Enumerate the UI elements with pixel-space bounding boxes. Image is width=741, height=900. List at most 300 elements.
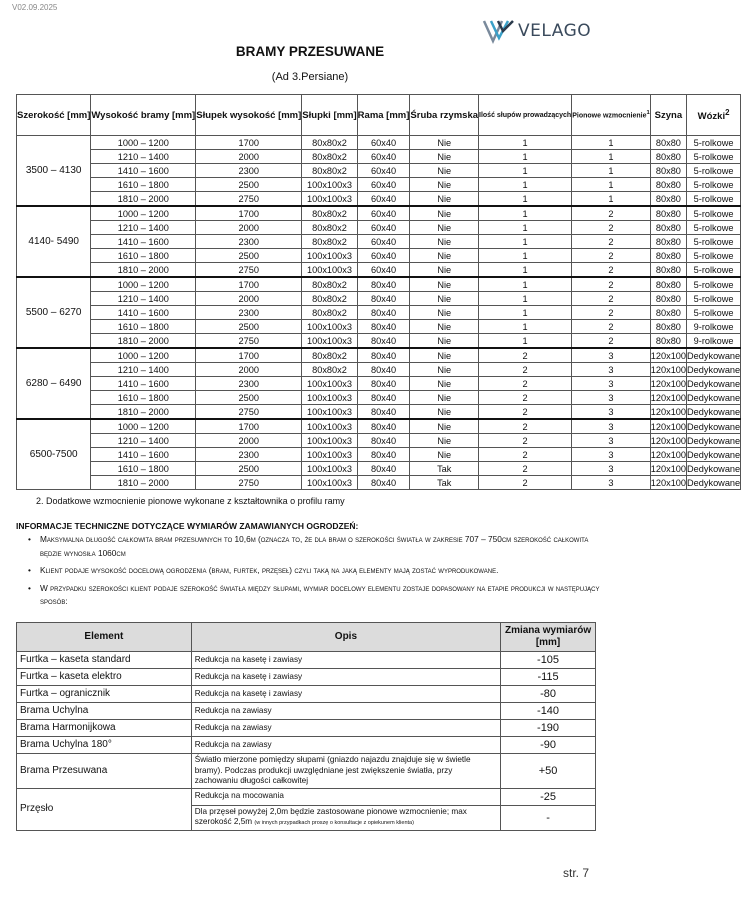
opis-cell: Redukcja na kasetę i zawiasy bbox=[191, 669, 500, 686]
table-cell: 1 bbox=[479, 292, 572, 306]
table-cell: Nie bbox=[410, 405, 479, 420]
table-cell: 1610 – 1800 bbox=[91, 249, 196, 263]
table-cell: 1700 bbox=[196, 206, 302, 221]
table-cell: 2000 bbox=[196, 150, 302, 164]
header-cell: Ilość słupów prowadzących bbox=[479, 95, 572, 136]
table-cell: Dedykowane bbox=[687, 348, 741, 363]
table-cell: 1000 – 1200 bbox=[91, 136, 196, 150]
table-cell: 2750 bbox=[196, 334, 302, 349]
spec-table-header bbox=[17, 95, 741, 136]
table-row bbox=[17, 277, 741, 292]
table-row bbox=[17, 249, 741, 263]
table-cell: 2750 bbox=[196, 192, 302, 207]
table-cell: 100x100x3 bbox=[302, 320, 357, 334]
table-cell: Dedykowane bbox=[687, 435, 741, 446]
zmiana-cell: -105 bbox=[501, 652, 596, 669]
table-cell: 1210 – 1400 bbox=[91, 150, 196, 164]
bullet-item: • W przypadku szerokości klient podaje szerokość światła między słupami, wymiar docelowy elementu zostaje dopasowany na etapie produkcji w następujący sposób: bbox=[28, 582, 600, 606]
table-cell: 2 bbox=[479, 377, 572, 391]
table-cell: 60x40 bbox=[357, 221, 410, 235]
table-cell: 1210 – 1400 bbox=[91, 221, 196, 235]
opis-cell: Redukcja na kasetę i zawiasy bbox=[191, 686, 500, 703]
table-cell: 80x40 bbox=[357, 462, 410, 476]
table-cell: 2 bbox=[572, 277, 651, 292]
table-cell: 120x100 bbox=[650, 435, 687, 446]
brand-name: VELAGO bbox=[518, 21, 592, 41]
table-row bbox=[17, 136, 741, 150]
table-cell: Dedykowane bbox=[687, 419, 741, 434]
table-cell: 1 bbox=[572, 150, 651, 164]
table-cell: Nie bbox=[410, 306, 479, 320]
table-cell: 3 bbox=[572, 419, 651, 434]
table-cell: 2500 bbox=[196, 178, 302, 192]
width-range-cell: 4140- 5490 bbox=[17, 206, 91, 277]
table-cell: 80x80 bbox=[650, 192, 686, 207]
table-cell: Nie bbox=[410, 150, 479, 164]
table-cell: 120x100 bbox=[650, 392, 687, 403]
table-cell: 60x40 bbox=[357, 249, 410, 263]
table-cell: 80x80x2 bbox=[302, 348, 357, 363]
table-cell: 60x40 bbox=[357, 150, 410, 164]
table-cell: 80x40 bbox=[357, 377, 410, 391]
table-cell: 9-rolkowe bbox=[687, 320, 741, 334]
table-cell: 120x100 bbox=[650, 405, 686, 420]
table-cell: 3 bbox=[572, 405, 651, 420]
table-cell: 1410 – 1600 bbox=[91, 448, 196, 462]
page-number: str. 7 bbox=[563, 866, 590, 880]
table-cell: 100x100x3 bbox=[302, 476, 357, 490]
table-row bbox=[17, 164, 741, 178]
table-row bbox=[17, 334, 741, 349]
header-cell: Element bbox=[17, 623, 192, 652]
table-cell: 100x100x3 bbox=[302, 334, 357, 349]
table-row bbox=[17, 306, 741, 320]
table-cell: 80x40 bbox=[357, 419, 410, 434]
table-cell: 100x100x3 bbox=[302, 377, 357, 391]
table-cell: Tak bbox=[410, 476, 479, 490]
table-cell: Nie bbox=[410, 235, 479, 249]
element-cell: Brama Harmonijkowa bbox=[17, 720, 192, 737]
opis-cell: Redukcja na mocowania bbox=[191, 788, 500, 805]
table-cell: 5-rolkowe bbox=[687, 292, 741, 306]
table-cell: 5-rolkowe bbox=[687, 277, 741, 292]
table-cell: 80x40 bbox=[357, 405, 410, 420]
table-cell: 80x80x2 bbox=[302, 136, 357, 150]
table-cell: Nie bbox=[410, 377, 479, 391]
page-title: BRAMY PRZESUWANE bbox=[235, 44, 385, 59]
table-cell: 3 bbox=[572, 448, 651, 462]
table-cell: 80x40 bbox=[357, 448, 410, 462]
zmiana-cell: -115 bbox=[501, 669, 596, 686]
table-cell: 2 bbox=[572, 320, 651, 334]
table-cell: 120x100 bbox=[650, 477, 687, 488]
table-cell: 3 bbox=[572, 434, 651, 448]
velago-logo-icon bbox=[482, 18, 516, 44]
table-cell: 2 bbox=[479, 405, 572, 420]
table-cell: 3 bbox=[572, 348, 651, 363]
table-cell: 80x40 bbox=[357, 434, 410, 448]
table-cell: 80x80 bbox=[650, 206, 686, 221]
header-cell: Śruba rzymska bbox=[410, 95, 479, 136]
table-cell: 5-rolkowe bbox=[687, 221, 741, 235]
table-cell: 2300 bbox=[196, 306, 302, 320]
header-cell: Wysokość bramy [mm] bbox=[91, 95, 196, 136]
table-cell: 80x40 bbox=[357, 334, 410, 349]
table-cell: 100x100x3 bbox=[302, 192, 357, 207]
table-cell: 80x80 bbox=[650, 334, 686, 349]
table-cell: 80x80x2 bbox=[302, 221, 357, 235]
table-cell: 2 bbox=[479, 434, 572, 448]
table-cell: 100x100x3 bbox=[302, 263, 357, 278]
header-cell: Opis bbox=[191, 623, 500, 652]
table-cell: 2 bbox=[572, 249, 651, 263]
element-cell: Furtka – kaseta standard bbox=[17, 652, 192, 669]
table-cell: 80x80 bbox=[650, 221, 686, 235]
table-cell: 2 bbox=[479, 391, 572, 405]
table-cell: 1 bbox=[479, 206, 572, 221]
table-cell: 60x40 bbox=[357, 136, 410, 150]
table-cell: Tak bbox=[410, 462, 479, 476]
bullet-icon: • bbox=[28, 582, 31, 593]
table-cell: 120x100 bbox=[650, 378, 687, 389]
table-row bbox=[17, 206, 741, 221]
table-cell: 2 bbox=[479, 476, 572, 490]
table-cell: 2 bbox=[572, 235, 651, 249]
element-cell: Brama Uchylna 180° bbox=[17, 737, 192, 754]
table-cell: Dedykowane bbox=[687, 463, 741, 474]
table-cell: 80x80x2 bbox=[302, 206, 357, 221]
table-row bbox=[17, 669, 596, 686]
table-row bbox=[17, 703, 596, 720]
table-cell: 80x80x2 bbox=[302, 164, 357, 178]
footnote: 2. Dodatkowe wzmocnienie pionowe wykonane z kształtownika o profilu ramy bbox=[36, 496, 345, 506]
table-cell: Nie bbox=[410, 249, 479, 263]
table-cell: 1 bbox=[572, 192, 651, 207]
table-cell: 1700 bbox=[196, 419, 302, 434]
table-cell: 2750 bbox=[196, 263, 302, 278]
table-cell: 80x80 bbox=[650, 178, 686, 192]
spec-table bbox=[16, 94, 741, 490]
table-cell: 1700 bbox=[196, 277, 302, 292]
table-cell: 2300 bbox=[196, 235, 302, 249]
table-cell: 1 bbox=[479, 235, 572, 249]
header-cell: Szyna bbox=[650, 95, 686, 136]
table-cell: 60x40 bbox=[357, 164, 410, 178]
table-cell: 1 bbox=[572, 164, 651, 178]
zmiana-cell: -190 bbox=[501, 720, 596, 737]
table-cell: 100x100x3 bbox=[302, 462, 357, 476]
table-row bbox=[17, 720, 596, 737]
table-cell: Nie bbox=[410, 434, 479, 448]
table-cell: 2500 bbox=[196, 249, 302, 263]
table-cell: 80x40 bbox=[357, 306, 410, 320]
table-cell: Nie bbox=[410, 136, 479, 150]
table-cell: 1 bbox=[479, 178, 572, 192]
table-cell: 2300 bbox=[196, 164, 302, 178]
table-cell: Nie bbox=[410, 178, 479, 192]
element-cell: Furtka – ogranicznik bbox=[17, 686, 192, 703]
table-row bbox=[17, 476, 741, 490]
table-cell: 3 bbox=[572, 391, 651, 405]
table-cell: 5-rolkowe bbox=[687, 164, 741, 178]
table-cell: 60x40 bbox=[357, 263, 410, 278]
table-row bbox=[17, 320, 741, 334]
element-cell: Przęsło bbox=[17, 788, 192, 830]
table-row bbox=[17, 192, 741, 207]
header-cell: Słupek wysokość [mm] bbox=[196, 95, 302, 136]
bullet-icon: • bbox=[28, 565, 31, 575]
table-cell: 80x80 bbox=[650, 249, 686, 263]
table-cell: 2750 bbox=[196, 405, 302, 420]
table-cell: 1410 – 1600 bbox=[91, 235, 196, 249]
table-cell: 9-rolkowe bbox=[687, 334, 741, 349]
table-cell: 1 bbox=[572, 136, 651, 150]
table-cell: 1810 – 2000 bbox=[91, 263, 196, 278]
table-cell: 2 bbox=[572, 292, 651, 306]
table-row bbox=[17, 652, 596, 669]
table-cell: 80x80x2 bbox=[302, 363, 357, 377]
info-bullets bbox=[16, 533, 601, 613]
table-cell: 80x80 bbox=[650, 150, 686, 164]
table-cell: 2 bbox=[479, 462, 572, 476]
opis-cell: Światło mierzone pomiędzy słupami (gniazdo najazdu znajduje się w świetle bramy). Podczas produkcji uwzględniane jest zwiększenie światła, przy zachowaniu długości całkowitej bbox=[191, 754, 500, 789]
zmiana-cell: -25 bbox=[501, 788, 596, 805]
table-cell: Nie bbox=[410, 419, 479, 434]
table-cell: 1410 – 1600 bbox=[91, 306, 196, 320]
header-cell: Rama [mm] bbox=[357, 95, 410, 136]
table-cell: 80x40 bbox=[357, 363, 410, 377]
table-row bbox=[17, 405, 741, 420]
table-cell: 2500 bbox=[196, 320, 302, 334]
table-cell: Nie bbox=[410, 277, 479, 292]
table-cell: 1210 – 1400 bbox=[91, 292, 196, 306]
adjust-table bbox=[16, 622, 596, 831]
table-cell: 2000 bbox=[196, 292, 302, 306]
table-cell: 2300 bbox=[196, 448, 302, 462]
table-row bbox=[17, 363, 741, 377]
table-cell: 5-rolkowe bbox=[687, 192, 741, 207]
table-cell: 1000 – 1200 bbox=[91, 348, 196, 363]
table-cell: 2 bbox=[479, 419, 572, 434]
zmiana-cell: - bbox=[501, 805, 596, 830]
opis-cell: Redukcja na zawiasy bbox=[191, 737, 500, 754]
table-cell: 100x100x3 bbox=[302, 249, 357, 263]
table-cell: 60x40 bbox=[357, 178, 410, 192]
table-cell: 60x40 bbox=[357, 235, 410, 249]
table-cell: 2500 bbox=[196, 391, 302, 405]
table-cell: Dedykowane bbox=[687, 378, 741, 389]
table-row bbox=[17, 788, 596, 805]
table-cell: 1210 – 1400 bbox=[91, 434, 196, 448]
table-cell: Nie bbox=[410, 363, 479, 377]
table-cell: 80x40 bbox=[357, 292, 410, 306]
table-cell: Dedykowane bbox=[687, 449, 741, 460]
table-row bbox=[17, 737, 596, 754]
version-label: V02.09.2025 bbox=[12, 3, 58, 12]
table-cell: 1 bbox=[479, 136, 572, 150]
table-cell: 1810 – 2000 bbox=[91, 334, 196, 349]
table-cell: 1000 – 1200 bbox=[91, 419, 196, 434]
table-cell: 1 bbox=[479, 221, 572, 235]
table-cell: 1 bbox=[572, 178, 651, 192]
table-cell: 100x100x3 bbox=[302, 405, 357, 420]
table-cell: 1700 bbox=[196, 348, 302, 363]
table-cell: 5-rolkowe bbox=[687, 178, 741, 192]
table-cell: 1 bbox=[479, 277, 572, 292]
table-cell: 2 bbox=[479, 363, 572, 377]
table-cell: 5-rolkowe bbox=[687, 263, 741, 278]
table-cell: 5-rolkowe bbox=[687, 150, 741, 164]
opis-cell: Dla przęseł powyżej 2,0m będzie zastosowane pionowe wzmocnienie; max szerokość 2,5m (w innych przypadkach proszę o konsultacje z opiekunem klienta) bbox=[191, 805, 500, 830]
table-cell: 2000 bbox=[196, 363, 302, 377]
table-row bbox=[17, 419, 741, 434]
table-row bbox=[17, 235, 741, 249]
table-cell: 80x80 bbox=[650, 263, 686, 278]
table-cell: Nie bbox=[410, 221, 479, 235]
table-row bbox=[17, 434, 741, 448]
table-cell: 80x80x2 bbox=[302, 306, 357, 320]
table-cell: Nie bbox=[410, 263, 479, 278]
table-cell: 3 bbox=[572, 377, 651, 391]
zmiana-cell: -140 bbox=[501, 703, 596, 720]
table-cell: 80x80 bbox=[650, 277, 686, 292]
table-row bbox=[17, 221, 741, 235]
bullet-item: • Maksymalna długość całkowita bram przesuwnych to 10,6m (oznacza to, że dla bram o szerokości światła w zakresie 707 – 750cm szerokość całkowita będzie wynosiła 1060cm bbox=[28, 534, 589, 558]
table-cell: 80x80x2 bbox=[302, 292, 357, 306]
table-row bbox=[17, 391, 741, 405]
table-cell: 1 bbox=[479, 320, 572, 334]
header-cell: Słupki [mm] bbox=[302, 95, 357, 136]
table-cell: 80x80x2 bbox=[302, 235, 357, 249]
table-cell: 2750 bbox=[196, 476, 302, 490]
header-cell: Szerokość [mm] bbox=[17, 95, 91, 136]
table-cell: 5-rolkowe bbox=[687, 206, 741, 221]
table-row bbox=[17, 448, 741, 462]
table-cell: Nie bbox=[410, 320, 479, 334]
element-cell: Brama Uchylna bbox=[17, 703, 192, 720]
table-cell: 5-rolkowe bbox=[687, 249, 741, 263]
width-range-cell: 6280 – 6490 bbox=[17, 348, 91, 419]
table-cell: 120x100 bbox=[650, 348, 686, 363]
table-cell: 1000 – 1200 bbox=[91, 206, 196, 221]
table-cell: 80x40 bbox=[357, 320, 410, 334]
table-cell: 3 bbox=[572, 476, 651, 490]
table-row bbox=[17, 462, 741, 476]
table-cell: 80x80x2 bbox=[302, 150, 357, 164]
table-cell: 1810 – 2000 bbox=[91, 192, 196, 207]
table-cell: 3 bbox=[572, 462, 651, 476]
table-row bbox=[17, 263, 741, 278]
table-cell: Dedykowane bbox=[687, 364, 741, 375]
table-cell: 100x100x3 bbox=[302, 448, 357, 462]
info-title: INFORMACJE TECHNICZNE DOTYCZĄCE WYMIARÓW ZAMAWIANYCH OGRODZEŃ: bbox=[16, 521, 359, 531]
table-cell: Dedykowane bbox=[687, 477, 741, 488]
table-cell: 80x80x2 bbox=[302, 277, 357, 292]
table-cell: 1410 – 1600 bbox=[91, 164, 196, 178]
table-cell: 2 bbox=[572, 221, 651, 235]
table-row bbox=[17, 686, 596, 703]
page-subtitle: (Ad 3.Persiane) bbox=[271, 71, 349, 83]
bullet-icon: • bbox=[28, 534, 31, 544]
table-cell: 5-rolkowe bbox=[687, 235, 741, 249]
table-cell: 120x100 bbox=[650, 463, 687, 474]
table-cell: 80x80 bbox=[650, 292, 686, 306]
table-cell: 120x100 bbox=[650, 419, 686, 434]
opis-cell: Redukcja na zawiasy bbox=[191, 703, 500, 720]
table-cell: Nie bbox=[410, 192, 479, 207]
table-cell: 2 bbox=[572, 263, 651, 278]
table-row bbox=[17, 178, 741, 192]
table-cell: 2 bbox=[572, 334, 651, 349]
table-row bbox=[17, 754, 596, 789]
table-cell: 120x100 bbox=[650, 449, 687, 460]
element-cell: Brama Przesuwana bbox=[17, 754, 192, 789]
table-cell: Nie bbox=[410, 164, 479, 178]
table-cell: 2000 bbox=[196, 434, 302, 448]
table-cell: 1610 – 1800 bbox=[91, 391, 196, 405]
table-cell: 100x100x3 bbox=[302, 434, 357, 448]
table-cell: 2 bbox=[572, 306, 651, 320]
table-cell: 100x100x3 bbox=[302, 419, 357, 434]
table-cell: 1 bbox=[479, 249, 572, 263]
table-cell: Nie bbox=[410, 348, 479, 363]
header-cell: Pionowe wzmocnienie$^1$ bbox=[572, 95, 651, 136]
table-cell: 2500 bbox=[196, 462, 302, 476]
header-cell: Wózki$^2$ bbox=[687, 95, 741, 136]
table-cell: 1700 bbox=[196, 136, 302, 150]
brand-logo bbox=[482, 18, 591, 44]
table-cell: 1410 – 1600 bbox=[91, 377, 196, 391]
table-cell: 1810 – 2000 bbox=[91, 405, 196, 420]
table-cell: 5-rolkowe bbox=[687, 136, 741, 150]
table-cell: 80x80 bbox=[650, 306, 686, 320]
width-range-cell: 5500 – 6270 bbox=[17, 277, 91, 348]
table-cell: Dedykowane bbox=[687, 405, 741, 420]
table-cell: 2 bbox=[572, 206, 651, 221]
table-cell: 1610 – 1800 bbox=[91, 462, 196, 476]
table-cell: 2300 bbox=[196, 377, 302, 391]
table-cell: 2000 bbox=[196, 221, 302, 235]
table-cell: 1810 – 2000 bbox=[91, 476, 196, 490]
table-cell: 100x100x3 bbox=[302, 178, 357, 192]
table-cell: 60x40 bbox=[357, 206, 410, 221]
table-cell: 2 bbox=[479, 448, 572, 462]
table-cell: Nie bbox=[410, 334, 479, 349]
header-cell: Zmiana wymiarów [mm] bbox=[501, 623, 596, 652]
table-cell: Nie bbox=[410, 292, 479, 306]
table-cell: 80x80 bbox=[650, 320, 686, 334]
table-row bbox=[17, 292, 741, 306]
table-cell: 1000 – 1200 bbox=[91, 277, 196, 292]
bullet-item: • Klient podaje wysokość docelową ogrodzenia (bram, furtek, przęseł) czyli taką na jaką elementy mają zostać wyprodukowane. bbox=[16, 564, 601, 578]
adjust-table-header bbox=[17, 623, 596, 652]
table-cell: 60x40 bbox=[357, 192, 410, 207]
table-cell: Nie bbox=[410, 391, 479, 405]
table-cell: 1 bbox=[479, 192, 572, 207]
table-cell: 1210 – 1400 bbox=[91, 363, 196, 377]
table-cell: 80x40 bbox=[357, 391, 410, 405]
width-range-cell: 6500-7500 bbox=[17, 419, 91, 490]
table-cell: Dedykowane bbox=[687, 392, 741, 403]
table-cell: 1610 – 1800 bbox=[91, 178, 196, 192]
table-cell: 80x80 bbox=[650, 235, 686, 249]
table-cell: 2 bbox=[479, 348, 572, 363]
zmiana-cell: +50 bbox=[501, 754, 596, 789]
table-cell: 80x40 bbox=[357, 277, 410, 292]
table-cell: 1 bbox=[479, 334, 572, 349]
table-cell: 5-rolkowe bbox=[687, 306, 741, 320]
opis-cell: Redukcja na kasetę i zawiasy bbox=[191, 652, 500, 669]
